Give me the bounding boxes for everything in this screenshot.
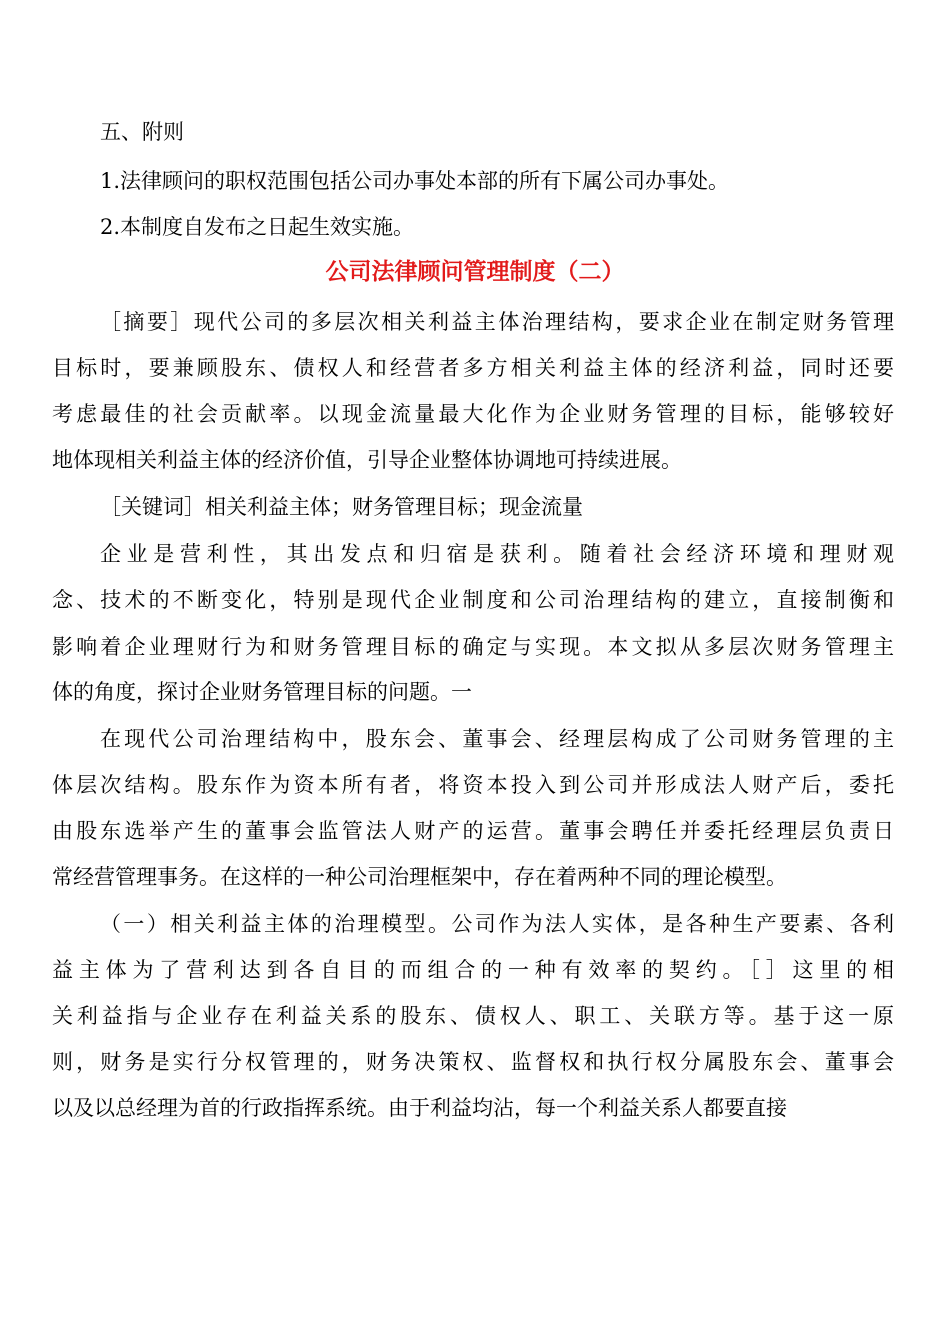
paragraph-line: 考虑最佳的社会贡献率。以现金流量最大化作为企业财务管理的目标，能够较好 <box>52 402 894 426</box>
paragraph-line: 益主体为了营利达到各自目的而组合的一种有效率的契约。［］这里的相 <box>52 958 894 982</box>
paragraph-line: ［摘要］现代公司的多层次相关利益主体治理结构，要求企业在制定财务管理 <box>100 310 894 334</box>
list-item: 1.法律顾问的职权范围包括公司办事处本部的所有下属公司办事处。 <box>100 169 730 193</box>
paragraph-line: 体层次结构。股东作为资本所有者，将资本投入到公司并形成法人财产后，委托 <box>52 773 894 797</box>
paragraph-line: 目标时，要兼顾股东、债权人和经营者多方相关利益主体的经济利益，同时还要 <box>52 356 894 380</box>
keywords-line: ［关键词］相关利益主体；财务管理目标；现金流量 <box>100 495 583 519</box>
paragraph-line: 念、技术的不断变化，特别是现代企业制度和公司治理结构的建立，直接制衡和 <box>52 588 894 612</box>
list-item: 2.本制度自发布之日起生效实施。 <box>100 215 415 239</box>
paragraph-line: （一）相关利益主体的治理模型。公司作为法人实体，是各种生产要素、各利 <box>100 912 894 936</box>
paragraph-line: 由股东选举产生的董事会监管法人财产的运营。董事会聘任并委托经理层负责日 <box>52 819 894 843</box>
paragraph-line: 关利益指与企业存在利益关系的股东、债权人、职工、关联方等。基于这一原 <box>52 1004 894 1028</box>
section-heading: 五、附则 <box>100 120 184 144</box>
paragraph-line: 则，财务是实行分权管理的，财务决策权、监督权和执行权分属股东会、董事会 <box>52 1050 894 1074</box>
paragraph-line: 地体现相关利益主体的经济价值，引导企业整体协调地可持续进展。 <box>52 448 682 472</box>
paragraph-line: 影响着企业理财行为和财务管理目标的确定与实现。本文拟从多层次财务管理主 <box>52 635 894 659</box>
paragraph-line: 企业是营利性，其出发点和归宿是获利。随着社会经济环境和理财观 <box>100 542 894 566</box>
document-title: 公司法律顾问管理制度（二） <box>325 258 625 285</box>
paragraph-line: 以及以总经理为首的行政指挥系统。由于利益均沾，每一个利益关系人都要直接 <box>52 1096 787 1120</box>
paragraph-line: 在现代公司治理结构中，股东会、董事会、经理层构成了公司财务管理的主 <box>100 727 894 751</box>
paragraph-line: 常经营管理事务。在这样的一种公司治理框架中，存在着两种不同的理论模型。 <box>52 865 787 889</box>
paragraph-line: 体的角度，探讨企业财务管理目标的问题。一 <box>52 680 472 704</box>
